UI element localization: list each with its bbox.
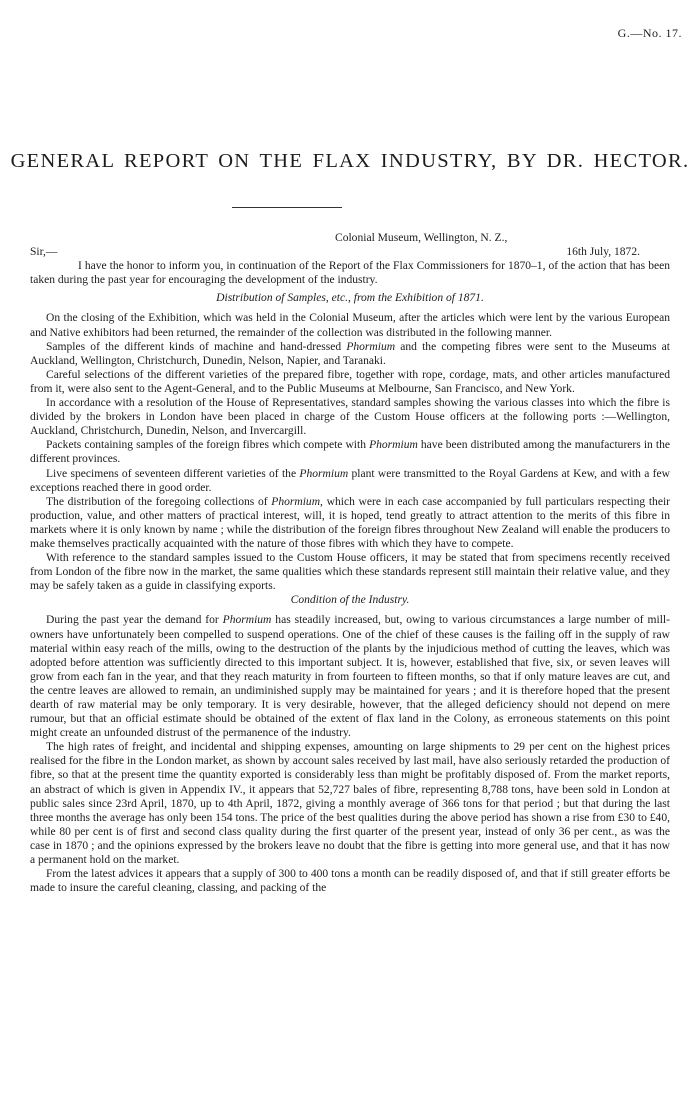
- paragraph: [30, 340, 670, 368]
- paragraph: In accordance with a resolution of the House of Representatives, standard samples showing the various classes into which the fibre is divided by the brokers in London have been placed in charge of the Custom House officers at the following ports :—Wellington, Auckland, Christchurch, Dunedin, Nelson, and Invercargill.: [30, 397, 670, 438]
- paragraph: With reference to the standard samples issued to the Custom House officers, it may be stated that from specimens recently received from London of the fibre now in the market, the same qualities which these standards represent still maintain their relative value, and they may be safely taken as a guide in classifying exports.: [30, 552, 670, 593]
- paragraph-text: Samples of the different kinds of machine and hand-dressed: [46, 340, 347, 353]
- paragraph: On the closing of the Exhibition, which was held in the Colonial Museum, after the articles which were lent by the various European and Native exhibitors had been returned, the remainder of the collection was distributed in the following manner.: [30, 312, 670, 339]
- paragraph: [30, 467, 670, 495]
- paragraph-text: The distribution of the foregoing collections of: [46, 495, 272, 508]
- phormium-term: Phormium: [369, 439, 418, 452]
- paragraph: [30, 438, 670, 466]
- paragraph: From the latest advices it appears that a supply of 300 to 400 tons a month can be readily disposed of, and that if still greater efforts be made to insure the careful cleaning, classing, and packing of the: [30, 868, 670, 895]
- section-heading-condition: Condition of the Industry.: [290, 594, 410, 607]
- phormium-term: Phormium: [299, 467, 349, 480]
- phormium-term: Phormium: [222, 614, 272, 627]
- intro-paragraph: I have the honor to inform you, in continuation of the Report of the Flax Commissioners for 1870–1, of the action that has been taken during the past year for encouraging the development of the industry.: [30, 260, 670, 287]
- paragraph-text: Live specimens of seventeen different varieties of the: [46, 467, 300, 480]
- section-heading-distribution: Distribution of Samples, etc., from the Exhibition of 1871.: [216, 292, 484, 305]
- letter-address: Colonial Museum, Wellington, N. Z.,: [335, 232, 508, 244]
- paragraph-text: have been distributed among the manufacturers in the different provinces.: [30, 439, 670, 466]
- page-reference: G.—No. 17.: [617, 26, 682, 40]
- paragraph: [30, 495, 670, 551]
- paragraph-text: has steadily increased, but, owing to various circumstances a large number of mill-owners have unfortunately been compelled to suspend operations. One of the chief of these causes is the failing off in the supply of raw material within easy reach of the mills, owing to the destruction of the plants by the injudicious method of cutting the leaves, which was adopted before attention was sufficiently directed to this important subject. It is, however, established that five, six, or seven leaves will grow from each fan in the year, and that they reach maturity in from fourteen to fifteen months, so that if only mature leaves are cut, and the centre leaves are allowed to remain, an undiminished supply may be maintained for years ; and it is therefore hoped that the present dearth of raw material may be only temporary. It is very desirable, however, that the alleged deficiency should not depend on mere rumour, but that an official estimate should be obtained of the extent of flax land in the Colony, as erroneous statements on this point might create an unfounded distrust of the permanence of the industry.: [30, 614, 670, 740]
- phormium-term: Phormium: [346, 340, 396, 353]
- paragraph: Careful selections of the different varieties of the prepared fibre, together with rope, cordage, mats, and other articles manufactured from it, were also sent to the Agent-General, and to the Public Museums at Melbourne, San Francisco, and New York.: [30, 368, 670, 395]
- paragraph-text: During the past year the demand for: [46, 614, 223, 627]
- report-body: [30, 231, 670, 895]
- paragraph: The high rates of freight, and incidental and shipping expenses, amounting on large shipments to 29 per cent on the highest prices realised for the fibre in the London market, as shown by account sales received by last mail, have also seriously retarded the production of fibre, so that at the present time the quantity exported is considerably less than might be profitably disposed of. From the market reports, an abstract of which is given in Appendix IV., it appears that 52,727 bales of fibre, representing 8,788 tons, have been sold in London at public sales since 23rd April, 1870, up to 4th April, 1872, giving a monthly average of 366 tons for that period ; but that during the last three months the average has only been 154 tons. The price of the best qualities during the above period has shown a rise from £30 to £40, while 80 per cent is of first and second class quality during the first quarter of the present year, instead of only 36 per cent., as was the case in 1870 ; and the opinions expressed by the brokers leave no doubt that the fibre is getting into more general use, and that it has now a permanent hold on the market.: [30, 741, 670, 867]
- paragraph-text: Packets containing samples of the foreign fibres which compete with: [46, 439, 370, 452]
- paragraph-text: plant were transmitted to the Royal Gardens at Kew, and with a few exceptions reached there in good order.: [30, 467, 670, 494]
- title-divider: [232, 207, 342, 208]
- letter-salutation: Sir,—: [30, 246, 58, 259]
- salutation-row: [30, 245, 670, 259]
- paragraph-text: , which were in each case accompanied by full particulars respecting their production, value, and other matters of practical interest, will, it is hoped, tend greatly to attract attention to the merits of this fibre in markets where it is only known by name ; while the distribution of the foreign fibres throughout New Zealand will enable the producers to make themselves practically acquainted with the nature of those fibres with which they have to compete.: [30, 495, 670, 550]
- paragraph-text: and the competing fibres were sent to the Museums at Auckland, Wellington, Christchurch, Dunedin, Nelson, Napier, and Taranaki.: [30, 340, 670, 367]
- report-title: GENERAL REPORT ON THE FLAX INDUSTRY, BY DR. HECTOR.: [10, 150, 690, 172]
- phormium-term: Phormium: [271, 495, 321, 508]
- letter-date: 16th July, 1872.: [566, 246, 640, 259]
- paragraph: [30, 613, 670, 740]
